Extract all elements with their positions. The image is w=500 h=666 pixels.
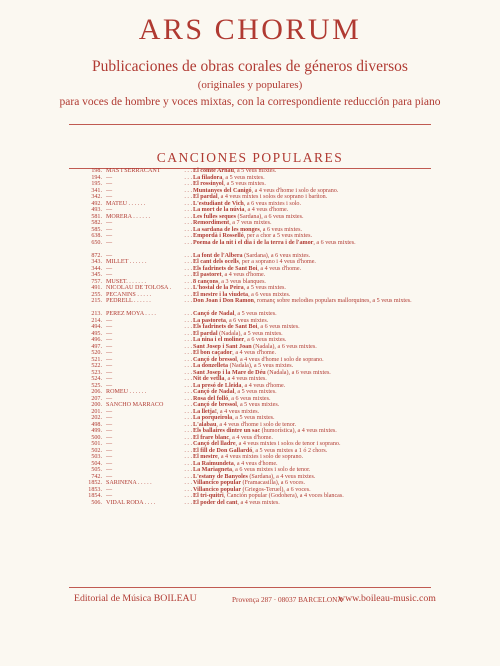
work-description: , per a chor a 5 veus mixtes. [243,233,312,239]
composer-name: — [106,220,113,226]
work-description: , a 6 veus mixtes. [228,395,271,402]
leader-dots: . . . [184,356,192,363]
composer-name: PÉREZ MOYA . . . . [106,311,156,317]
work-title: Villancico popular [193,486,242,493]
work-description: (Nadala), a 5 veus mixtes. [228,363,294,369]
work-title: L'estany de Banyoles [193,473,248,480]
leader-dots: . . . [184,285,192,291]
leader-dots: . . . [184,207,192,213]
work-title: El mestre i la viudeta [193,291,249,298]
work-description: , a 6 veus mixtes. [244,337,287,343]
composer-name: PECANINS . . . . . [106,291,152,298]
composer-name: — [106,395,113,402]
composer-name: — [106,408,113,415]
work-description: (Nadala), a 6 veus mixtes. [265,369,331,376]
work-title: Cançó de Nadal [193,311,235,317]
leader-dots: . . . [184,239,192,246]
work-description: , a 4 veus d'home i solo de tenor. [216,421,297,428]
work-description: , a 4 veus d'home. [232,350,277,356]
work-title: La Raimundeta [193,460,234,467]
work-description: , a 4 veus mixtes i solo de soprano. [217,454,304,460]
work-description: , a 7 veus mixtes. [229,220,272,226]
leader-dots: . . . [184,493,192,499]
catalog-number: 585. [91,226,102,233]
composer-name: — [106,324,113,330]
composer-name: — [106,330,113,337]
work-title: El fill de Don Gallardó [193,447,253,454]
leader-dots: . . . [184,382,192,389]
catalog-number: 522. [91,363,102,369]
composer-name: — [106,415,113,421]
catalog-number: 495. [91,330,102,337]
catalog-number: 491. [91,285,102,291]
work-description: , a 4 veus mixtes. [216,408,260,415]
catalog-row [0,240,500,253]
work-title: El tri-quitri [193,493,224,499]
leader-dots: . . . [184,441,192,447]
composer-name: — [106,363,113,369]
catalog-number: 501. [91,441,102,447]
work-entry [193,240,440,247]
work-title: El rossinyol [193,181,224,187]
composer-name: — [106,441,113,447]
work-title: La filadora [193,174,223,181]
work-description: , romanç sobre melodies populars mallorquines, a 5 veus mixtes. [253,298,412,304]
catalog-number: 201. [91,408,102,415]
work-title: El frare blanc [193,434,230,441]
composer-name: MUSET. . . . . . . [106,278,147,285]
work-description: , a 4 veus mixtes i solos de tenor i soprano. [235,441,341,447]
catalog-number: 502. [91,447,102,454]
work-description: , a 5 veus mixtes. [223,181,266,187]
catalog-number: 503. [91,454,102,460]
composer-name: MORERA . . . . . . [106,213,151,220]
work-description: (humorística), a 4 veus mixtes. [260,428,337,434]
work-title: Muntanyes del Canigó [193,187,252,194]
leader-dots: . . . [184,473,192,480]
divider-bottom [69,587,431,588]
composer-name: — [106,434,113,441]
work-description: , a 6 veus mixtes. [259,226,303,233]
leader-dots: . . . [184,480,192,486]
website-link[interactable]: www.boileau-music.com [338,593,436,604]
work-title: Cançó de Nadal [193,389,235,395]
leader-dots: . . . [184,499,192,506]
work-title: Don Joan i Don Ramon [193,298,254,304]
work-title: El pardal [193,194,218,200]
composer-name: — [106,447,113,454]
work-title: La lletja! [193,408,217,415]
catalog-number: 521. [91,356,102,363]
voices-line: para voces de hombre y voces mixtas, con la correspondiente reducción para piano [59,96,441,108]
work-title: El pardal [193,330,218,337]
catalog-number: 581. [91,213,102,220]
catalog-number: 505. [91,467,102,473]
catalog-number: 213. [91,311,102,317]
catalog-number: 1852. [88,480,102,486]
work-description: , a 6 veus mixtes i solo. [243,200,302,207]
composer-name: — [106,181,113,187]
work-title: Rosa del folló [193,395,229,402]
catalog-number: 200. [91,402,102,408]
work-description: , a 5 veus mixtes. [243,285,286,291]
catalog-number: 195. [91,181,102,187]
composer-name: — [106,460,113,467]
catalog-number: 523. [91,369,102,376]
work-title: Els ballaires dintre un sac [193,428,261,434]
work-description: , a 4 veus d'home. [244,207,289,213]
leader-dots: . . . [184,447,192,454]
composer-name: — [106,428,113,434]
leader-dots: . . . [184,174,192,181]
catalog-number: 504. [91,460,102,467]
catalog-number: 492. [91,200,102,207]
composer-name: — [106,454,113,460]
work-description: , a 5 veus mixtes. [234,389,277,395]
catalog-number: 194. [91,174,102,181]
composer-name: — [106,382,113,389]
composer-name: — [106,369,113,376]
work-title: Empordà i Rosselló [193,233,244,239]
work-title: La mort de la núvia [193,207,245,213]
leader-dots: . . . [184,330,192,337]
leader-dots: . . . [184,252,192,259]
work-title: El bon caçador [193,350,233,356]
work-description: , a 3 veus blanques. [218,278,266,285]
page-title: ARS CHORUM [138,13,362,46]
composer-name: — [106,421,113,428]
work-title: Sant Josep i la Mare de Déu [193,369,266,376]
catalog-number: 496. [91,337,102,343]
catalog-row [0,298,500,311]
work-title: El pastoret [193,272,222,278]
catalog-number: 582. [91,220,102,226]
composer-name: — [106,207,113,213]
work-title: La presó de Lleida [193,382,242,389]
leader-dots: . . . [184,220,192,226]
leader-dots: . . . [184,363,192,369]
work-description: , a 6 veus mixtes i solo de tenor. [232,467,311,473]
composer-name: — [106,187,113,194]
composer-name: NICOLAU DE TOLOSA . [106,285,172,291]
work-description: (Sardana), a 4 veus mixtes. [247,473,316,480]
work-description: , a 4 veus d'home. [221,272,266,278]
leader-dots: . . . [184,376,192,382]
catalog-row [0,500,500,507]
catalog-number: 650. [91,239,102,246]
composer-name: MAS I SERRACANT [106,168,161,174]
leader-dots: . . . [184,272,192,278]
work-description: , a 5 veus mixtes a 1 ó 2 chors. [252,447,328,454]
work-description: (Griegos-Teruel), a 6 voces. [241,486,311,493]
composer-name: — [106,239,113,246]
work-description: , a 4 veus mixtes. [224,376,267,382]
work-title: La porqueirola [193,415,233,421]
composer-name: — [106,233,113,239]
composer-name: MATEU . . . . . . [106,200,146,207]
work-title: El cant dels ocells [193,259,239,265]
catalog-number: 500. [91,434,102,441]
composer-name: — [106,317,113,324]
work-description: , a 4 veus d'home i solo de soprano. [251,187,339,194]
leader-dots: . . . [184,233,192,239]
work-title: La font de l'Albera [193,252,243,259]
work-title: El comte Arnau [193,168,234,174]
leader-dots: . . . [184,486,192,493]
section-title: CANCIONES POPULARES [156,150,344,165]
catalog-number: 342. [91,194,102,200]
work-description: , a 5 veus mixtes. [232,415,275,421]
work-title: 8 cançons [193,278,219,285]
work-title: La nina i el moliner [193,337,245,343]
catalog-number: 341. [91,187,102,194]
work-title: Remordiment [193,220,230,226]
leader-dots: . . . [184,467,192,473]
work-title: Cançó de bressol [193,402,237,408]
composer-name: — [106,350,113,356]
catalog-number: 520. [91,350,102,356]
leader-dots: . . . [184,434,192,441]
leader-dots: . . . [184,460,192,467]
composer-name: — [106,493,113,499]
leader-dots: . . . [184,324,192,330]
work-description: , a 4 veus d'home. [257,265,302,272]
catalog-number: 206. [91,389,102,395]
catalog-number: 345. [91,272,102,278]
catalog-number: 202. [91,415,102,421]
work-description: , Canción popular (Godohera), a 4 voces blancas. [223,493,344,499]
catalog-list [0,168,500,506]
work-title: La Mariagneta [193,467,233,473]
leader-dots: . . . [184,298,192,304]
leader-dots: . . . [184,350,192,356]
catalog-number: 638. [91,233,102,239]
work-description: (Nadala), a 5 veus mixtes. [217,330,283,337]
leader-dots: . . . [184,291,192,298]
leader-dots: . . . [184,317,192,324]
leader-dots: . . . [184,278,192,285]
publisher-address: Provença 287 · 08037 BARCELONA [232,595,343,604]
work-description: , a 4 veus mixtes. [237,499,280,506]
composer-name: — [106,174,113,181]
composer-name: — [106,226,113,233]
work-entry [193,500,440,507]
work-entry [193,298,440,305]
work-description: , per a soprano i 4 veus d'home. [238,259,316,265]
catalog-number: 742. [91,473,102,480]
leader-dots: . . . [184,421,192,428]
catalog-number: 497. [91,343,102,350]
composer-name: PEDRELL . . . . . . [106,298,151,304]
work-title: L'alabau [193,421,217,428]
work-title: El mestre [193,454,218,460]
catalog-number: 1853. [88,486,102,493]
leader-dots: . . . [184,168,192,174]
work-description: , a 5 veus mixtes. [236,402,280,408]
leader-dots: . . . [184,337,192,343]
leader-dots: . . . [184,181,192,187]
leader-dots: . . . [184,187,192,194]
work-title: Villancico popular [193,480,242,486]
leader-dots: . . . [184,226,192,233]
divider-top [69,124,431,125]
catalog-number: 214. [91,317,102,324]
catalog-number: 493. [91,207,102,213]
work-description: , a 4 veus d'home. [229,434,273,441]
work-title: L'hostal de la Peira [193,285,244,291]
work-description: , a 4 veus d'home i solo de soprano. [236,356,324,363]
composer-name: — [106,473,113,480]
composer-name: — [106,486,113,493]
leader-dots: . . . [184,395,192,402]
catalog-number: 494. [91,324,102,330]
subtitle-note: (originales y populares) [197,79,303,91]
work-description: (Framacasilla), a 6 voces. [241,480,305,486]
work-title: Cançó del lladre [193,441,236,447]
work-title: Sant Josep i Sant Joan [193,343,252,350]
leader-dots: . . . [184,259,192,265]
publisher-name: Editorial de Música BOILEAU [74,593,197,604]
catalog-number: 506. [91,499,102,506]
composer-name: — [106,356,113,363]
work-title: El poder del cant [193,499,238,506]
subtitle: Publicaciones de obras corales de géneros diversos [92,58,408,75]
work-title: Nit de vetlla [193,376,225,382]
work-title: La sardana de les monges [193,226,260,233]
composer-name: — [106,265,113,272]
leader-dots: . . . [184,454,192,460]
catalog-number: 525. [91,382,102,389]
composer-name: — [106,376,113,382]
work-title: Els fadrinets de Sant Boi [193,324,258,330]
work-description: (Sardana), a 6 veus mixtes. [242,252,311,259]
work-title: Cançó de bressol [193,356,237,363]
catalog-number: 1854. [88,493,102,499]
composer-name: — [106,252,113,259]
catalog-number: 343. [91,259,102,265]
catalog-number: 207. [91,395,102,402]
leader-dots: . . . [184,402,192,408]
work-description: , a 5 veus mixtes. [234,311,277,317]
leader-dots: . . . [184,428,192,434]
leader-dots: . . . [184,369,192,376]
work-description: , a 6 veus mixtes. [248,291,291,298]
work-title: La pastoreta [193,317,226,324]
composer-name: — [106,337,113,343]
leader-dots: . . . [184,408,192,415]
leader-dots: . . . [184,343,192,350]
work-title: Els fadrinets de Sant Boi [193,265,258,272]
catalog-number: 524. [91,376,102,382]
leader-dots: . . . [184,200,192,207]
leader-dots: . . . [184,194,192,200]
composer-name: VIDAL RODA . . . . [106,499,156,506]
composer-name: ROMEU . . . . . . [106,389,147,395]
catalog-number: 215. [91,298,102,304]
work-description: , a 5 veus mixtes. [233,168,277,174]
composer-name: SARIÑENA . . . . . [106,480,152,486]
work-description: , a 5 veus mixtes. [222,174,265,181]
work-title: La donzelleta [193,363,229,369]
composer-name: — [106,194,113,200]
catalog-number: 498. [91,421,102,428]
work-description: , a 6 veus mixtes. [313,239,356,246]
work-title: Poema de la nit i el dia i de la terra i de l'amor [193,239,314,246]
work-description: (Nadala), a 6 veus mixtes. [251,343,317,350]
composer-name: — [106,272,113,278]
catalog-number: 344. [91,265,102,272]
catalog-number: 872. [91,252,102,259]
composer-name: — [106,467,113,473]
work-description: , a 4 veus mixtes i solos de soprano i baríton. [217,194,328,200]
catalog-number: 198. [91,168,102,174]
leader-dots: . . . [184,415,192,421]
work-description: , a 4 veus d'home. [233,460,278,467]
work-description: , a 6 veus mixtes. [225,317,269,324]
catalog-number: 757. [91,278,102,285]
work-title: Les fulles seques [193,213,236,220]
composer-name: SANCHO MARRACÓ [106,402,164,408]
work-description: , a 6 veus mixtes. [257,324,300,330]
leader-dots: . . . [184,311,192,317]
work-description: (Sardana), a 6 veus mixtes. [236,213,304,220]
catalog-number: 255. [91,291,102,298]
composer-name: MILLET . . . . . . [106,259,147,265]
composer-name: — [106,343,113,350]
leader-dots: . . . [184,265,192,272]
catalog-number: 499. [91,428,102,434]
work-description: , a 4 veus d'home. [241,382,286,389]
leader-dots: . . . [184,389,192,395]
leader-dots: . . . [184,213,192,220]
work-title: L'estudiant de Vich [193,200,244,207]
